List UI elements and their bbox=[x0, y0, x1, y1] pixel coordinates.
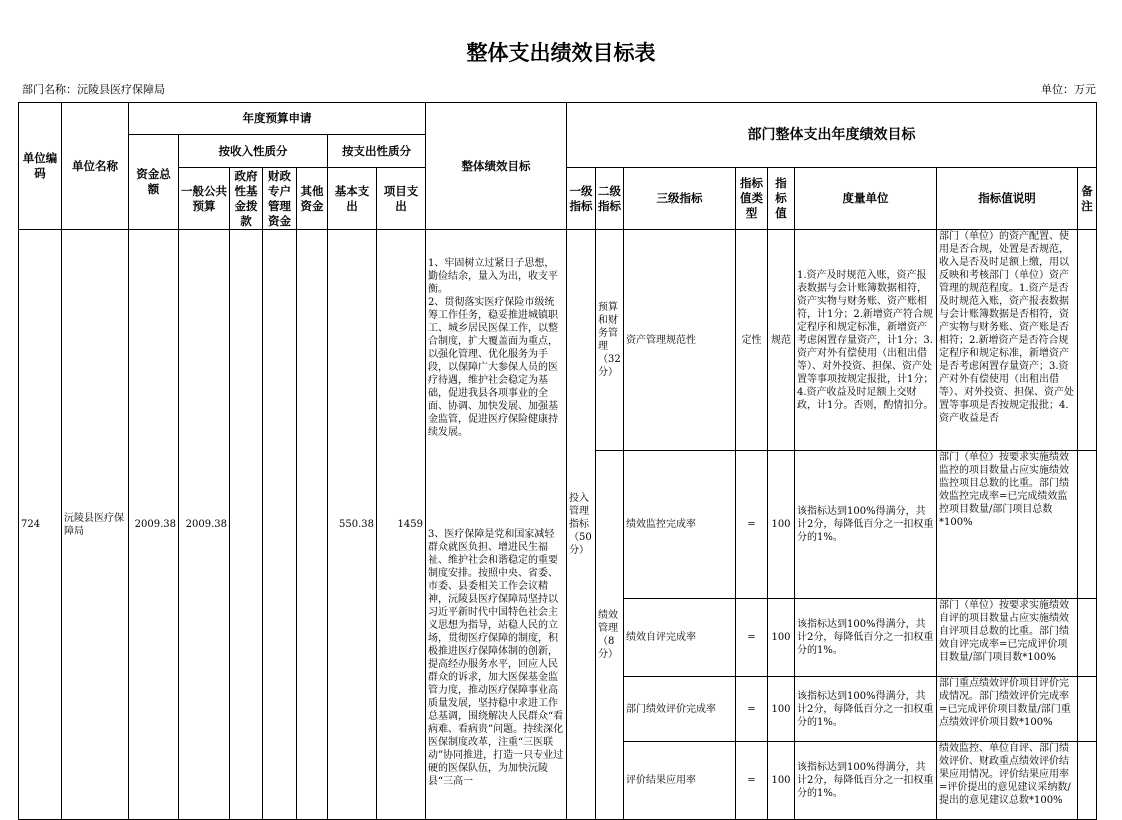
remark-cell bbox=[1078, 451, 1097, 599]
unit-label: 单位：万元 bbox=[1041, 83, 1096, 96]
header-by-expense: 按支出性质分 bbox=[328, 135, 426, 168]
level3-cell: 评价结果应用率 bbox=[624, 742, 736, 820]
department-name-label: 部门名称：沅陵县医疗保障局 bbox=[22, 83, 165, 96]
project-expense-cell: 1459 bbox=[377, 230, 426, 820]
overall-goal-cell bbox=[426, 230, 567, 820]
measure-cell: 该指标达到100%得满分，共计2分，每降低百分之一扣权重分的1%。 bbox=[795, 742, 937, 820]
explanation-cell: 部门（单位）按要求实施绩效自评的项目数量占应实施绩效自评项目总数的比重。部门绩效自评完成率=已完成评价项目数量/部门项目数*100% bbox=[937, 599, 1078, 677]
level2-cell-a: 预算和财务管理（32分） bbox=[596, 230, 624, 451]
header-level1: 一级指标 bbox=[567, 168, 596, 230]
measure-cell: 1.资产及时规范入账，资产报表数据与会计账簿数据相符，资产实物与财务账、资产账相符，计1分；2.新增资产符合规定程序和规定标准，新增资产考虑闲置存量资产，计1分；3.资产对外有偿使用（出租出借等）、对外投资、担保、资产处置等事项按规定报批，计1分；4.资产收益及时足额上交财政，计1分。否则，酌情扣分。 bbox=[795, 230, 937, 451]
header-annual-budget: 年度预算申请 bbox=[129, 103, 426, 135]
level3-cell: 绩效自评完成率 bbox=[624, 599, 736, 677]
value-cell: 100 bbox=[768, 599, 795, 677]
fiscal-special-cell bbox=[263, 230, 297, 820]
total-funds-cell: 2009.38 bbox=[129, 230, 179, 820]
header-by-income: 按收入性质分 bbox=[179, 135, 328, 168]
measure-cell: 该指标达到100%得满分，共计2分，每降低百分之一扣权重分的1%。 bbox=[795, 677, 937, 742]
header-basic-expense: 基本支出 bbox=[328, 168, 377, 230]
goal-text-2: 3、医疗保障是党和国家减轻群众就医负担、增进民生福祉、维护社会和谐稳定的重要制度安排。按照中央、省委、市委、县委相关工作会议精神，沅陵县医疗保障局坚持以习近平新时代中国特色社会主义思想为指导，站稳人民的立场，贯彻医疗保障的制度，积极推进医疗保障体制的创新，提高经办服务水平，回应人民群众的诉求，加大医保基金监管力度，推动医疗保障事业高质量发展，坚持稳中求进工作总基调，围绕解决人民群众“看病难、看病贵”问题。持续深化医保制度改革，注重“三医联动”协同推进，打造一只专业过硬的医保队伍，为加快沅陵县“三高一 bbox=[428, 529, 564, 787]
header-other-funds: 其他资金 bbox=[297, 168, 328, 230]
header-explanation: 指标值说明 bbox=[937, 168, 1078, 230]
level1-cell: 投入管理指标（50分） bbox=[567, 230, 596, 820]
unit-name-cell: 沅陵县医疗保障局 bbox=[62, 230, 129, 820]
header-gov-fund: 政府性基金拨款 bbox=[230, 168, 263, 230]
header-general-budget: 一般公共预算 bbox=[179, 168, 230, 230]
header-level2: 二级指标 bbox=[596, 168, 624, 230]
value-type-cell: 定性 bbox=[736, 230, 768, 451]
value-type-cell: = bbox=[736, 599, 768, 677]
header-unit-name: 单位名称 bbox=[62, 103, 129, 230]
header-total-funds: 资金总额 bbox=[129, 135, 179, 230]
header-fiscal-special: 财政专户管理资金 bbox=[263, 168, 297, 230]
header-level3: 三级指标 bbox=[624, 168, 736, 230]
value-cell: 100 bbox=[768, 451, 795, 599]
remark-cell bbox=[1078, 677, 1097, 742]
header-overall-goal: 整体绩效目标 bbox=[426, 103, 567, 230]
level2-cell-b: 绩效管理（8分） bbox=[596, 451, 624, 820]
general-budget-cell: 2009.38 bbox=[179, 230, 230, 820]
header-measure: 度量单位 bbox=[795, 168, 937, 230]
unit-code-cell: 724 bbox=[19, 230, 62, 820]
remark-cell bbox=[1078, 599, 1097, 677]
level3-cell: 绩效监控完成率 bbox=[624, 451, 736, 599]
basic-expense-cell: 550.38 bbox=[328, 230, 377, 820]
level3-cell: 资产管理规范性 bbox=[624, 230, 736, 451]
value-type-cell: = bbox=[736, 451, 768, 599]
explanation-cell: 部门（单位）的资产配置、使用是否合规，处置是否规范，收入是否及时足额上缴，用以反映和考核部门（单位）资产管理的规范程度。1.资产是否及时规范入账，资产报表数据与会计账簿数据是否相符，资产实物与财务账、资产账是否相符；2.新增资产是否符合规定程序和规定标准，新增资产是否考虑闲置存量资产；3.资产对外有偿使用（出租出借等）、对外投资、担保、资产处置等事项是否按规定报批；4.资产收益是否 bbox=[937, 230, 1078, 451]
header-value: 指标值 bbox=[768, 168, 795, 230]
measure-cell: 该指标达到100%得满分，共计2分，每降低百分之一扣权重分的1%。 bbox=[795, 451, 937, 599]
value-cell: 100 bbox=[768, 742, 795, 820]
remark-cell bbox=[1078, 230, 1097, 451]
value-type-cell: = bbox=[736, 742, 768, 820]
explanation-cell: 部门重点绩效评价项目评价完成情况。部门绩效评价完成率=已完成评价项目数量/部门重点绩效评价项目数*100% bbox=[937, 677, 1078, 742]
header-remark: 备注 bbox=[1078, 168, 1097, 230]
value-cell: 100 bbox=[768, 677, 795, 742]
level3-cell: 部门绩效评价完成率 bbox=[624, 677, 736, 742]
measure-cell: 该指标达到100%得满分，共计2分，每降低百分之一扣权重分的1%。 bbox=[795, 599, 937, 677]
page-title: 整体支出绩效目标表 bbox=[466, 41, 656, 65]
performance-target-table bbox=[18, 102, 1097, 820]
remark-cell bbox=[1078, 742, 1097, 820]
value-type-cell: = bbox=[736, 677, 768, 742]
header-unit-code: 单位编码 bbox=[19, 103, 62, 230]
gov-fund-cell bbox=[230, 230, 263, 820]
value-cell: 规范 bbox=[768, 230, 795, 451]
header-dept-goal: 部门整体支出年度绩效目标 bbox=[567, 103, 1097, 168]
header-value-type: 指标值类型 bbox=[736, 168, 768, 230]
explanation-cell: 部门（单位）按要求实施绩效监控的项目数量占应实施绩效监控项目总数的比重。部门绩效监控完成率=已完成绩效监控项目数量/部门项目总数*100% bbox=[937, 451, 1078, 599]
header-project-expense: 项目支出 bbox=[377, 168, 426, 230]
goal-text-1: 1、牢固树立过紧日子思想，勤俭结余，量入为出，收支平衡。 2、贯彻落实医疗保险市级统筹工作任务，稳妥推进城镇职工、城乡居民医保工作，以整合制度，扩大覆盖面为重点，以强化管理、优化服务为手段，以保障广大参保人员的医疗待遇，维护社会稳定为基础，促进我县各项事业的全面、协调、加快发展、加强基金监管，促进医疗保险健康持续发展。 bbox=[428, 258, 558, 438]
other-funds-cell bbox=[297, 230, 328, 820]
explanation-cell: 绩效监控、单位自评、部门绩效评价、财政重点绩效评价结果应用情况。评价结果应用率=评价提出的意见建议采纳数/提出的意见建议总数*100% bbox=[937, 742, 1078, 820]
